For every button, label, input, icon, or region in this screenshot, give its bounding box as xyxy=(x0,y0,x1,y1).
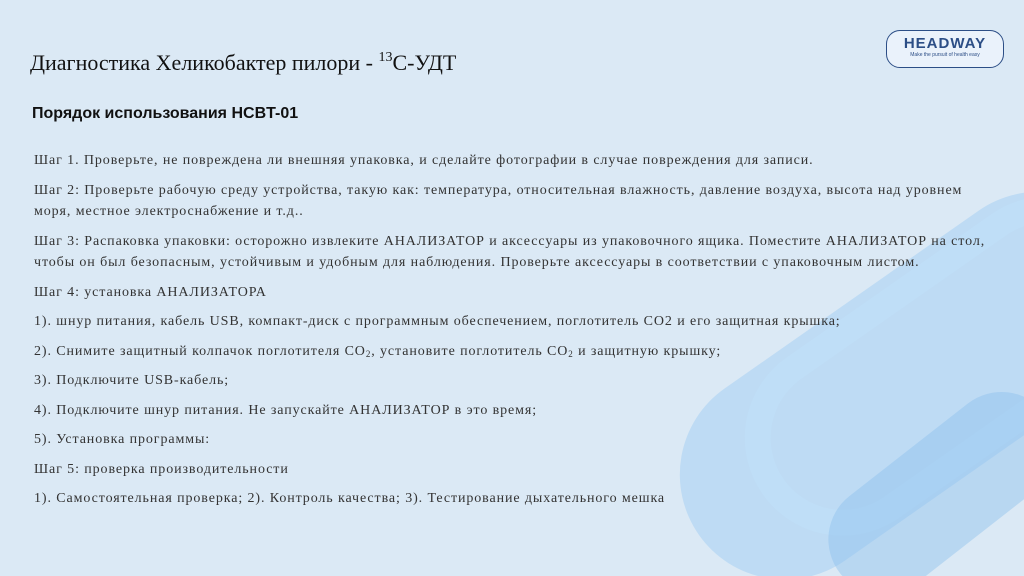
logo-tagline: Make the pursuit of health easy xyxy=(910,52,980,58)
instructions xyxy=(34,150,994,518)
step-4-item-2: 2). Снимите защитный колпачок поглотителя $CO_2$, установите поглотитель $CO_2$ и защитную крышку; xyxy=(34,343,722,359)
step-1: Шаг 1. Проверьте, не повреждена ли внешняя упаковка, и сделайте фотографии в случае повреждения для записи. xyxy=(34,153,814,168)
step-3: Шаг 3: Распаковка упаковки: осторожно извлеките АНАЛИЗАТОР и аксессуары из упаковочного ящика. Поместите АНАЛИЗАТОР на стол, чтобы он был безопасным, устойчивым и удобным для наблюдения. Проверьте аксессуары в соответствии с упаковочным листом. xyxy=(34,233,986,270)
headway-logo xyxy=(886,30,1004,68)
step-5: Шаг 5: проверка производительности xyxy=(34,461,289,477)
step-2: Шаг 2: Проверьте рабочую среду устройства, такую как: температура, относительная влажность, давление воздуха, высота над уровнем моря, местное электроснабжение и т.д.. xyxy=(34,182,963,219)
step-4-item-3: 3). Подключите USB-кабель; xyxy=(34,373,230,388)
logo-brand: HEADWAY xyxy=(903,35,987,52)
section-subtitle: Порядок использования HCBT-01 xyxy=(32,105,299,122)
step-4-item-4: 4). Подключите шнур питания. Не запускайте АНАЛИЗАТОР в это время; xyxy=(34,402,538,418)
step-4: Шаг 4: установка АНАЛИЗАТОРА xyxy=(34,284,267,300)
page-title: Диагностика Хеликобактер пилори - $^{13}$С-УДТ xyxy=(30,50,457,75)
step-4-item-5: 5). Установка программы: xyxy=(34,432,211,447)
step-4-item-1: 1). шнур питания, кабель USB, компакт-диск с программным обеспечением, поглотитель CO2 и его защитная крышка; xyxy=(34,314,841,329)
step-5-items: 1). Самостоятельная проверка; 2). Контроль качества; 3). Тестирование дыхательного мешка xyxy=(34,491,666,506)
